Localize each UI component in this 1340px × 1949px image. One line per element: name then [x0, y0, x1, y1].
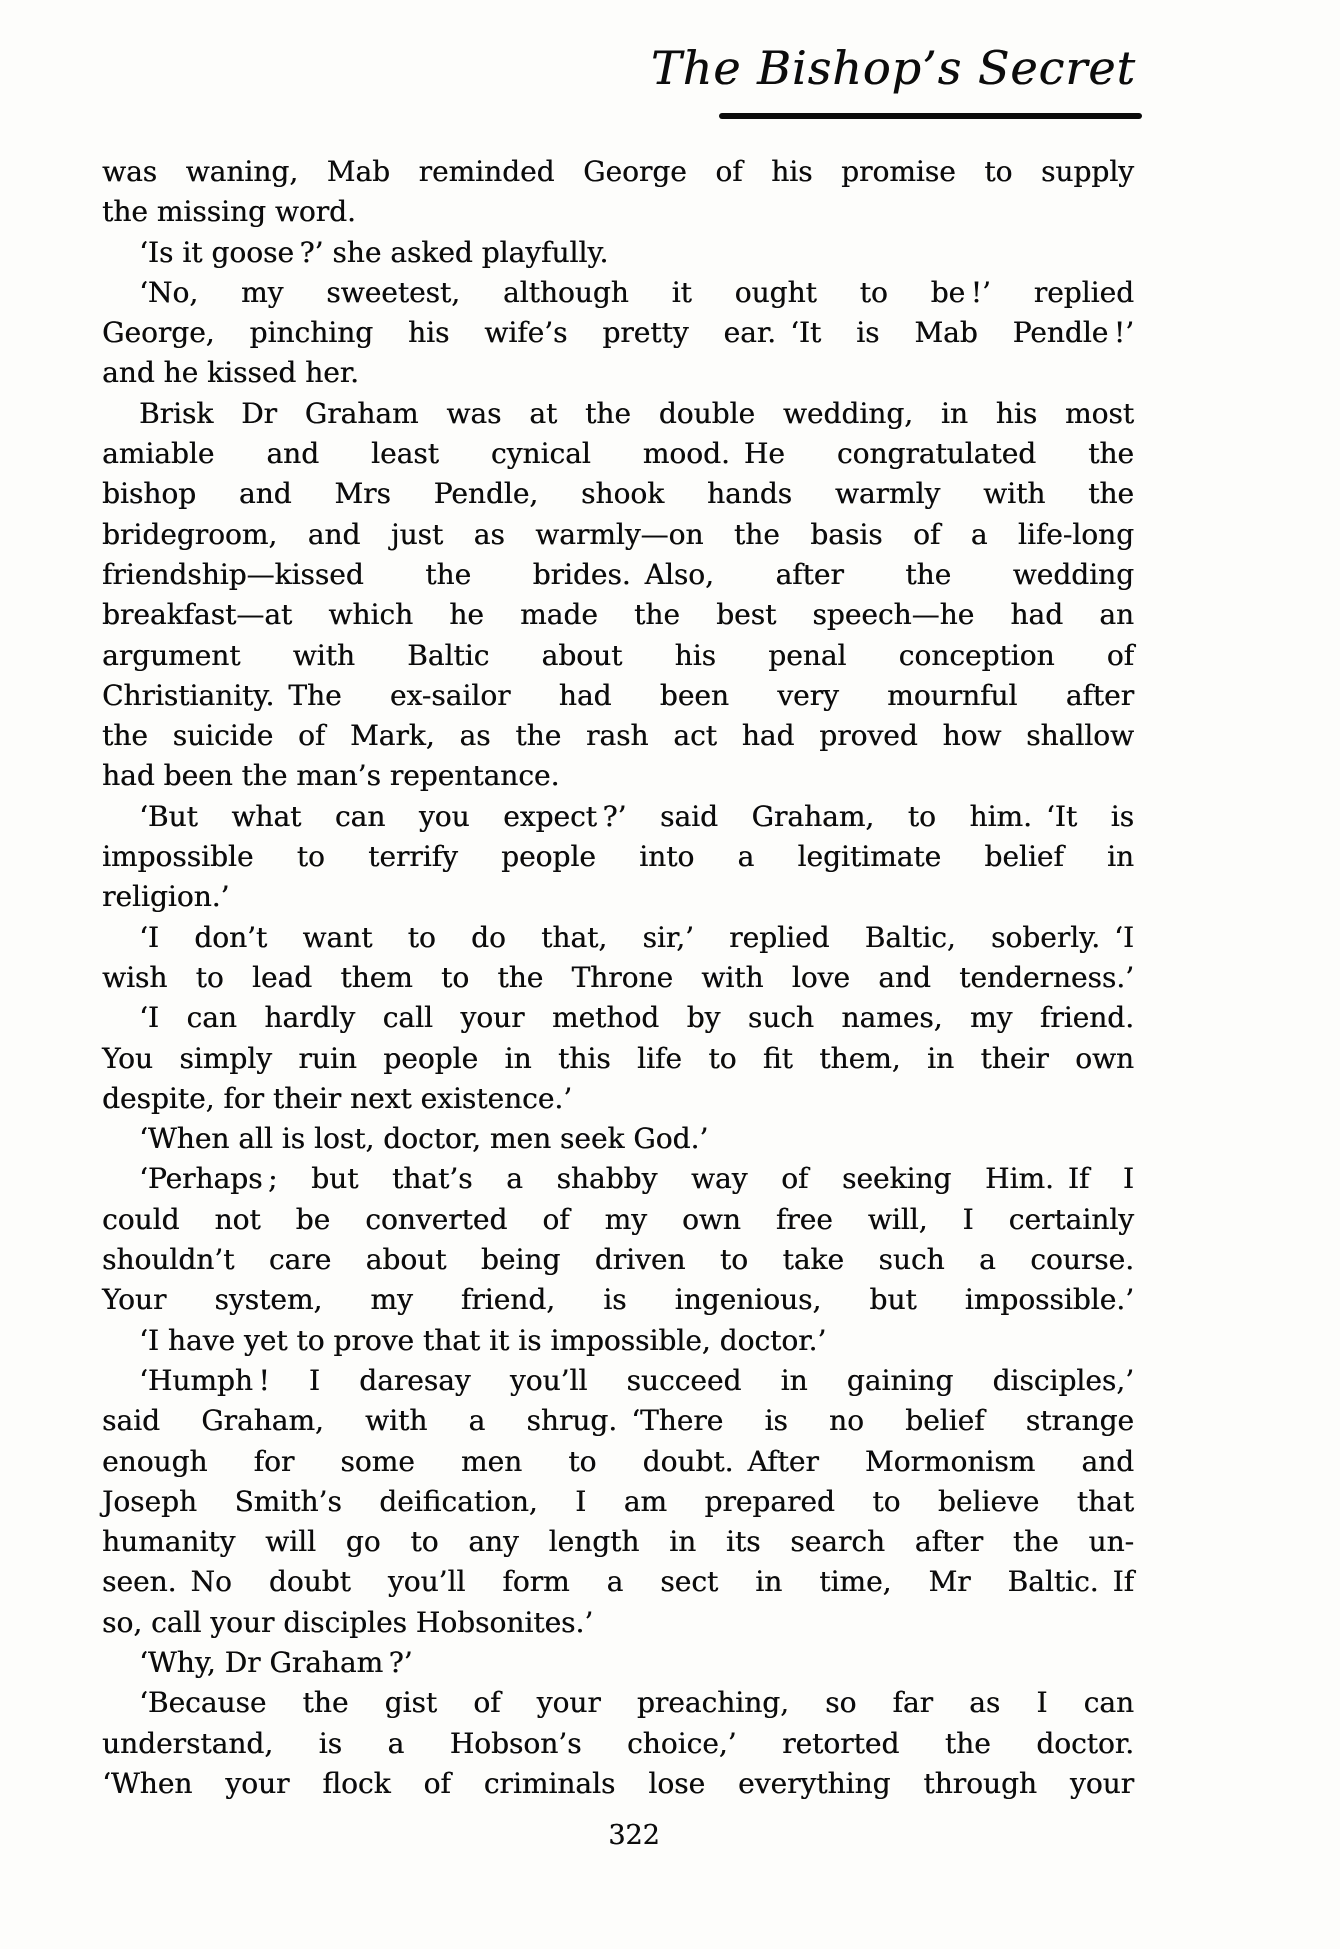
text-line: ‘When your flock of criminals lose everything through your	[102, 1766, 1134, 1800]
text-line: shouldn’t care about being driven to take such a course.	[102, 1243, 1134, 1277]
text-line: bishop and Mrs Pendle, shook hands warmly with the	[102, 477, 1134, 511]
text-line: ‘I have yet to prove that it is impossible, doctor.’	[139, 1323, 827, 1357]
page-number: 322	[608, 1820, 660, 1851]
text-line: wish to lead them to the Throne with love and tenderness.’	[102, 960, 1134, 994]
text-line: religion.’	[102, 880, 230, 914]
text-line: was waning, Mab reminded George of his promise to supply	[102, 155, 1134, 188]
text-line: ‘Perhaps ; but that’s a shabby way of seeking Him. If I	[139, 1162, 1134, 1196]
text-line: said Graham, with a shrug. ‘There is no belief strange	[102, 1404, 1134, 1438]
text-line: had been the man’s repentance.	[102, 759, 560, 793]
text-line: impossible to terrify people into a legitimate belief in	[102, 840, 1134, 874]
text-line: ‘No, my sweetest, although it ought to be !’ replied	[139, 275, 1134, 309]
text-line: friendship—kissed the brides. Also, after the wedding	[102, 557, 1134, 591]
text-line: ‘Why, Dr Graham ?’	[139, 1645, 413, 1679]
text-line: amiable and least cynical mood. He congratulated the	[102, 437, 1134, 471]
text-line: despite, for their next existence.’	[102, 1081, 573, 1115]
text-line: ‘Humph ! I daresay you’ll succeed in gaining disciples,’	[139, 1363, 1134, 1397]
text-line: Joseph Smith’s deification, I am prepared to believe that	[102, 1484, 1134, 1518]
text-line: and he kissed her.	[102, 356, 359, 390]
running-header-title: The Bishop’s Secret	[650, 41, 1136, 95]
text-line: argument with Baltic about his penal conception of	[102, 638, 1134, 672]
text-line: ‘I don’t want to do that, sir,’ replied Baltic, soberly. ‘I	[139, 920, 1134, 954]
text-line: You simply ruin people in this life to fit them, in their own	[102, 1041, 1134, 1075]
text-line: breakfast—at which he made the best speech—he had an	[102, 598, 1134, 632]
text-line: ‘Is it goose ?’ she asked playfully.	[139, 235, 609, 269]
text-line: Christianity. The ex-sailor had been very mournful after	[102, 678, 1134, 712]
text-line: George, pinching his wife’s pretty ear. ‘It is Mab Pendle !’	[102, 316, 1134, 350]
text-line: enough for some men to doubt. After Mormonism and	[102, 1444, 1134, 1478]
text-line: humanity will go to any length in its search after the un-	[102, 1525, 1134, 1559]
text-line: the missing word.	[102, 195, 356, 229]
text-line: ‘Because the gist of your preaching, so far as I can	[139, 1686, 1134, 1720]
text-line: ‘But what can you expect ?’ said Graham, to him. ‘It is	[139, 799, 1134, 833]
text-line: Your system, my friend, is ingenious, but impossible.’	[102, 1283, 1134, 1317]
body-text	[102, 152, 1134, 1804]
text-line: Brisk Dr Graham was at the double wedding, in his most	[139, 396, 1134, 430]
text-line: the suicide of Mark, as the rash act had proved how shallow	[102, 719, 1134, 753]
header-rule	[719, 113, 1142, 119]
text-line: ‘When all is lost, doctor, men seek God.’	[139, 1122, 709, 1156]
text-line: so, call your disciples Hobsonites.’	[102, 1605, 594, 1639]
text-line: could not be converted of my own free will, I certainly	[102, 1202, 1134, 1236]
text-line: understand, is a Hobson’s choice,’ retorted the doctor.	[102, 1726, 1134, 1760]
text-line: ‘I can hardly call your method by such names, my friend.	[139, 1001, 1134, 1035]
text-line: bridegroom, and just as warmly—on the basis of a life-long	[102, 517, 1134, 551]
text-line: seen. No doubt you’ll form a sect in time, Mr Baltic. If	[102, 1565, 1134, 1599]
